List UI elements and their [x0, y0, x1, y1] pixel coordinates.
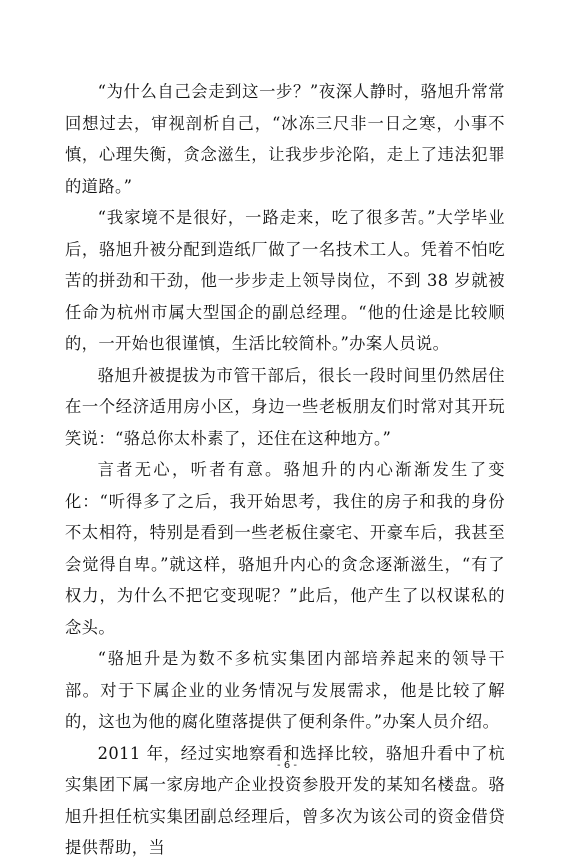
paragraph-6: 2011 年，经过实地察看和选择比较，骆旭升看中了杭实集团下属一家房地产企业投资参股开发的某知名楼盘。骆旭升担任杭实集团副总经理后，曾多次为该公司的资金借贷提供帮助，当	[65, 743, 505, 857]
page-number: - 6 -	[277, 760, 297, 771]
body-text	[65, 76, 505, 864]
paragraph-2: “我家境不是很好，一路走来，吃了很多苦。”大学毕业后，骆旭升被分配到造纸厂做了一名技术工人。凭着不怕吃苦的拼劲和干劲，他一步步走上领导岗位，不到 38 岁就被任命为杭州市属大型国企的副总经理。“他的仕途是比较顺的，一开始也很谨慎，生活比较简朴。”办案人员说。	[65, 208, 505, 353]
paragraph-5: “骆旭升是为数不多杭实集团内部培养起来的领导干部。对于下属企业的业务情况与发展需求，他是比较了解的，这也为他的腐化堕落提供了便利条件。”办案人员介绍。	[65, 649, 505, 731]
paragraph-4: 言者无心，听者有意。骆旭升的内心渐渐发生了变化：“听得多了之后，我开始思考，我住的房子和我的身份不太相符，特别是看到一些老板住豪宅、开豪车后，我甚至会觉得自卑。”就这样，骆旭升内心的贪念逐渐滋生，“有了权力，为什么不把它变现呢？”此后，他产生了以权谋私的念头。	[65, 460, 505, 637]
paragraph-1: “为什么自己会走到这一步？”夜深人静时，骆旭升常常回想过去，审视剖析自己，“冰冻三尺非一日之寒，小事不慎，心理失衡，贪念滋生，让我步步沦陷，走上了违法犯罪的道路。”	[65, 82, 505, 196]
paragraph-3: 骆旭升被提拔为市管干部后，很长一段时间里仍然居住在一个经济适用房小区，身边一些老板朋友们时常对其开玩笑说：“骆总你太朴素了，还住在这种地方。”	[65, 365, 505, 448]
